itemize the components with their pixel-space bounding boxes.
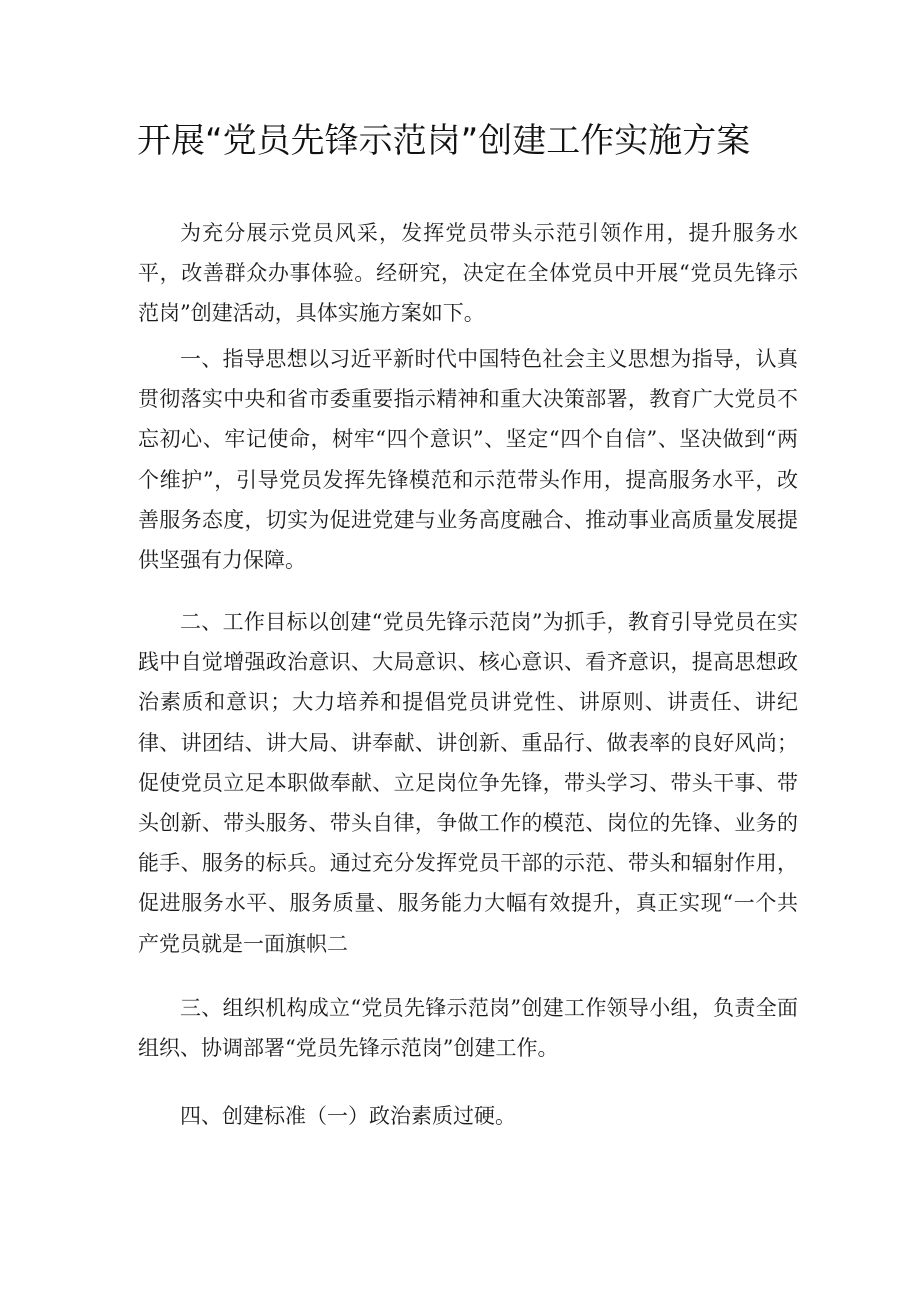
paragraph-section-four: 四、创建标准（一）政治素质过硬。	[180, 1104, 516, 1128]
paragraph-section-three: 三、组织机构成立“党员先锋示范岗”创建工作领导小组，负责全面组织、协调部署“党员先锋示范岗”创建工作。	[138, 996, 798, 1061]
document-title: 开展“党员先锋示范岗”创建工作实施方案	[137, 121, 751, 161]
paragraph-section-one: 一、指导思想以习近平新时代中国特色社会主义思想为指导，认真贯彻落实中央和省市委重要指示精神和重大决策部署，教育广大党员不忘初心、牢记使命，树牢“四个意识”、坚定“四个自信”、坚决做到“两个维护”，引导党员发挥先锋模范和示范带头作用，提高服务水平，改善服务态度，切实为促进党建与业务高度融合、推动事业高质量发展提供坚强有力保障。	[138, 347, 798, 573]
paragraph-section-two: 二、工作目标以创建“党员先锋示范岗”为抓手，教育引导党员在实践中自觉增强政治意识、大局意识、核心意识、看齐意识，提高思想政治素质和意识；大力培养和提倡党员讲党性、讲原则、讲责任、讲纪律、讲团结、讲大局、讲奉献、讲创新、重品行、做表率的良好风尚；促使党员立足本职做奉献、立足岗位争先锋，带头学习、带头干事、带头创新、带头服务、带头自律，争做工作的模范、岗位的先锋、业务的能手、服务的标兵。通过充分发挥党员干部的示范、带头和辐射作用，促进服务水平、服务质量、服务能力大幅有效提升，真正实现“一个共产党员就是一面旗帜二	[138, 610, 798, 956]
paragraph-intro: 为充分展示党员风采，发挥党员带头示范引领作用，提升服务水平，改善群众办事体验。经研究，决定在全体党员中开展“党员先锋示范岗”创建活动，具体实施方案如下。	[138, 221, 798, 326]
